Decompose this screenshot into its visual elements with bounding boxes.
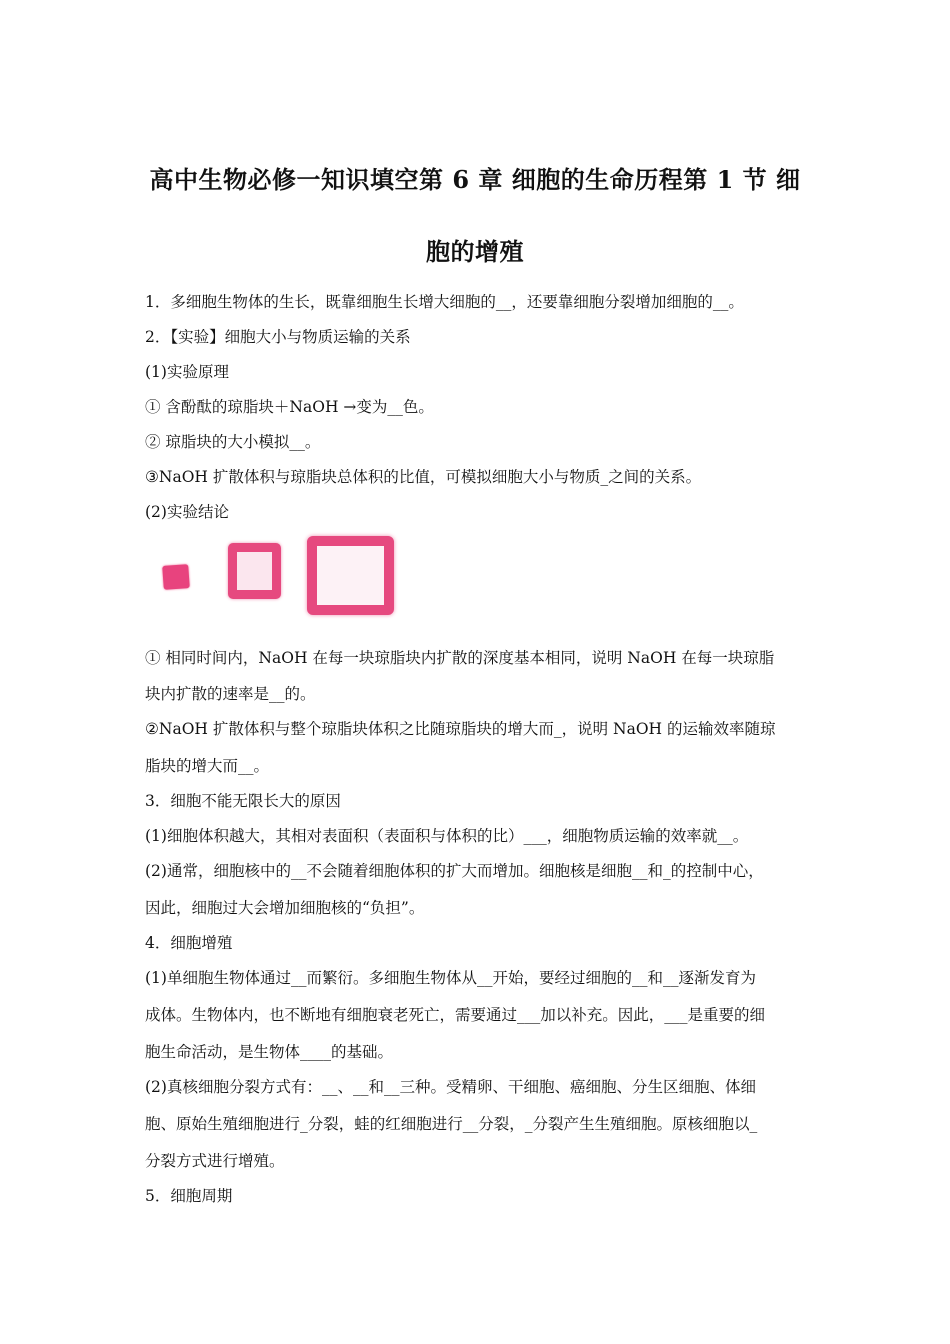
q4-item-1-c: 胞生命活动，是生物体____的基础。 [145,1043,394,1061]
q2-conclusion-1-a: ① 相同时间内，NaOH 在每一块琼脂块内扩散的深度基本相同，说明 NaOH 在每一块琼脂 [145,649,775,667]
q4-item-2-a: (2)真核细胞分裂方式有：__、__和__三种。受精卵、干细胞、癌细胞、分生区细胞、体细 [145,1078,756,1096]
q4-item-2-c: 分裂方式进行增殖。 [145,1152,285,1170]
q3-item-1: (1)细胞体积越大，其相对表面积（表面积与体积的比）___，细胞物质运输的效率就__。 [145,827,749,845]
q2-conclusion-heading: (2)实验结论 [145,503,229,521]
q2-conclusion-1-b: 块内扩散的速率是__的。 [145,685,316,703]
agar-cube-large [307,536,394,615]
q3-heading: 3．细胞不能无限长大的原因 [145,792,341,810]
q5-heading: 5．细胞周期 [145,1187,233,1205]
q1-text: 1．多细胞生物体的生长，既靠细胞生长增大细胞的__，还要靠细胞分裂增加细胞的__。 [145,293,744,311]
q4-item-1-b: 成体。生物体内，也不断地有细胞衰老死亡，需要通过___加以补充。因此，___是重要的细 [145,1006,766,1024]
doc-title-line-1: 高中生物必修一知识填空第 6 章 细胞的生命历程第 1 节 细 [149,165,801,194]
q4-heading: 4．细胞增殖 [145,934,233,952]
agar-cube-medium [228,543,281,599]
q2-principle-3: ③NaOH 扩散体积与琼脂块总体积的比值，可模拟细胞大小与物质_之间的关系。 [145,468,702,486]
q3-item-2-b: 因此，细胞过大会增加细胞核的“负担”。 [145,899,425,917]
q2-principle-heading: (1)实验原理 [145,363,229,381]
q2-conclusion-2-a: ②NaOH 扩散体积与整个琼脂块体积之比随琼脂块的增大而_，说明 NaOH 的运输效率随琼 [145,720,776,738]
q2-heading: 2．【实验】细胞大小与物质运输的关系 [145,328,411,346]
agar-cube-small [162,564,190,590]
q2-principle-1: ① 含酚酞的琼脂块＋NaOH →变为__色。 [145,398,434,416]
doc-title-line-2: 胞的增殖 [426,237,524,266]
q4-item-1-a: (1)单细胞生物体通过__而繁衍。多细胞生物体从__开始，要经过细胞的__和__逐渐发育为 [145,969,756,987]
q3-item-2-a: (2)通常，细胞核中的__不会随着细胞体积的扩大而增加。细胞核是细胞__和_的控制中心， [145,862,764,880]
q4-item-2-b: 胞、原始生殖细胞进行_分裂，蛙的红细胞进行__分裂，_分裂产生生殖细胞。原核细胞以_ [145,1115,758,1133]
q2-principle-2: ② 琼脂块的大小模拟__。 [145,433,321,451]
agar-cubes-figure [155,534,405,610]
q2-conclusion-2-b: 脂块的增大而__。 [145,757,270,775]
